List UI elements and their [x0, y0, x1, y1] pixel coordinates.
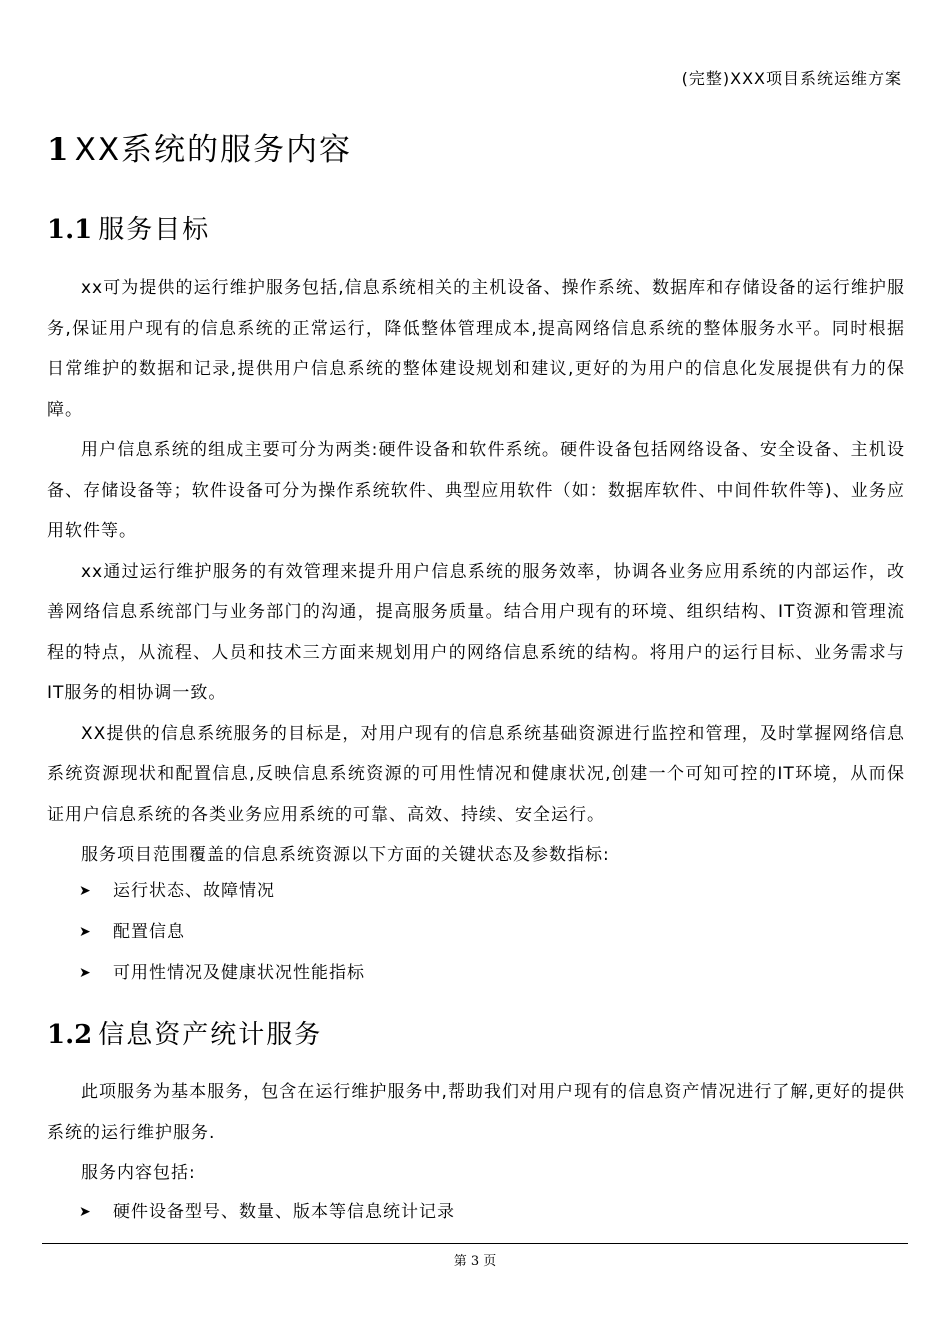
section-number-1-1: 1.1: [47, 215, 93, 245]
arrowhead-bullet-icon: ➤: [79, 1204, 92, 1220]
arrowhead-bullet-icon: ➤: [79, 924, 92, 940]
paragraph: xx可为提供的运行维护服务包括,信息系统相关的主机设备、操作系统、数据库和存储设备的运行维护服务,保证用户现有的信息系统的正常运行，降低整体管理成本,提高网络信息系统的整体服务水平。同时根据日常维护的数据和记录,提供用户信息系统的整体建设规划和建议,更好的为用户的信息化发展提供有力的保障。: [47, 278, 905, 420]
list-item-text: 硬件设备型号、数量、版本等信息统计记录: [113, 1202, 455, 1222]
chapter-number: 1: [47, 132, 69, 168]
section-heading-1-1: [47, 209, 210, 246]
section-heading-1-2: [47, 1014, 322, 1051]
list-item-text: 配置信息: [113, 922, 185, 942]
list-item: [47, 871, 905, 912]
section-1-2-body: [47, 1072, 905, 1194]
section-title-1-2: 信息资产统计服务: [98, 1020, 323, 1050]
footer-divider: [42, 1243, 908, 1244]
list-item: [47, 953, 905, 994]
paragraph: XX提供的信息系统服务的目标是，对用户现有的信息系统基础资源进行监控和管理，及时掌握网络信息系统资源现状和配置信息,反映信息系统资源的可用性情况和健康状况,创建一个可知可控的IT环境，从而保证用户信息系统的各类业务应用系统的可靠、高效、持续、安全运行。: [47, 723, 905, 825]
key-metrics-list: [47, 871, 905, 994]
service-content-list: [47, 1192, 905, 1233]
paragraph: 此项服务为基本服务，包含在运行维护服务中,帮助我们对用户现有的信息资产情况进行了解,更好的提供系统的运行维护服务.: [47, 1082, 905, 1143]
chapter-title: XX系统的服务内容: [74, 132, 353, 168]
paragraph: xx通过运行维护服务的有效管理来提升用户信息系统的服务效率，协调各业务应用系统的内部运作，改善网络信息系统部门与业务部门的沟通，提高服务质量。结合用户现有的环境、组织结构、IT资源和管理流程的特点，从流程、人员和技术三方面来规划用户的网络信息系统的结构。将用户的运行目标、业务需求与IT服务的相协调一致。: [47, 561, 905, 703]
running-header-title: (完整)XXX项目系统运维方案: [681, 69, 902, 88]
section-number-1-2: 1.2: [47, 1020, 93, 1050]
chapter-heading: [47, 124, 352, 169]
list-item-text: 运行状态、故障情况: [113, 881, 275, 901]
page-number: 第 3 页: [453, 1254, 497, 1269]
paragraph: 服务内容包括:: [81, 1163, 196, 1183]
arrowhead-bullet-icon: ➤: [79, 883, 92, 899]
list-item: [47, 1192, 905, 1233]
list-item: [47, 912, 905, 953]
list-item-text: 可用性情况及健康状况性能指标: [113, 963, 365, 983]
paragraph: 服务项目范围覆盖的信息系统资源以下方面的关键状态及参数指标:: [81, 845, 610, 865]
section-title-1-1: 服务目标: [98, 215, 211, 245]
section-1-1-body: [47, 268, 905, 876]
paragraph: 用户信息系统的组成主要可分为两类:硬件设备和软件系统。硬件设备包括网络设备、安全设备、主机设备、存储设备等；软件设备可分为操作系统软件、典型应用软件（如：数据库软件、中间件软件等)、业务应用软件等。: [47, 440, 905, 541]
arrowhead-bullet-icon: ➤: [79, 965, 92, 981]
